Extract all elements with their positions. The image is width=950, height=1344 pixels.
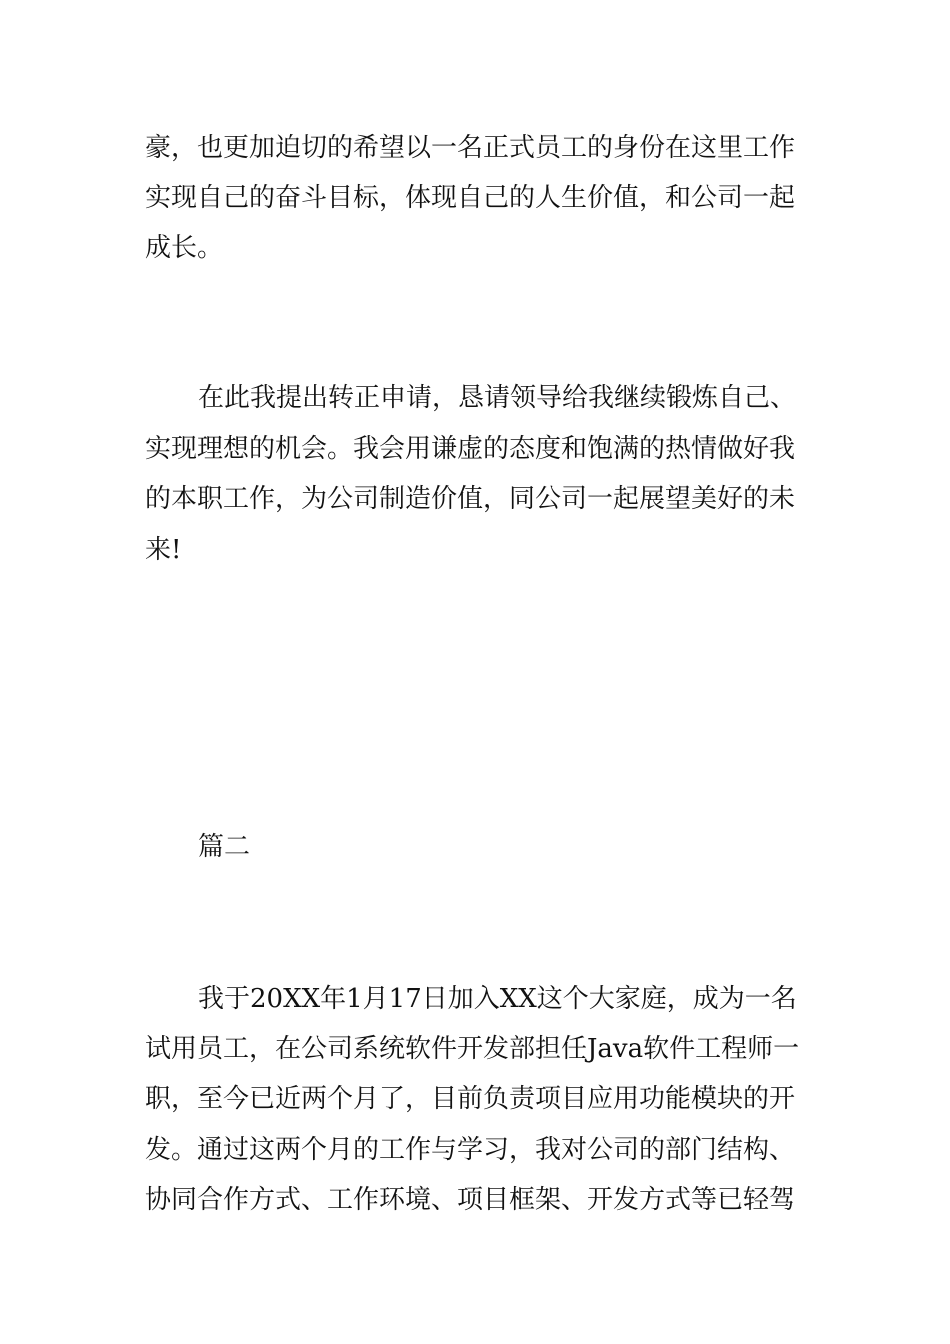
section-heading: 篇二 (198, 832, 251, 862)
paragraph-1-line-2: 实现自己的奋斗目标，体现自己的人生价值，和公司一起 (145, 183, 796, 213)
paragraph-3-line-4: 发。通过这两个月的工作与学习，我对公司的部门结构、 (145, 1135, 796, 1165)
paragraph-3-line-5: 协同合作方式、工作环境、项目框架、开发方式等已轻驾 (145, 1185, 796, 1215)
paragraph-2-line-2: 实现理想的机会。我会用谦虚的态度和饱满的热情做好我 (145, 434, 796, 464)
paragraph-2-line-3: 的本职工作，为公司制造价值，同公司一起展望美好的未 (145, 484, 796, 514)
paragraph-3-line-3: 职，至今已近两个月了，目前负责项目应用功能模块的开 (145, 1084, 796, 1114)
paragraph-1-line-3: 成长。 (145, 233, 224, 263)
paragraph-1-line-1: 豪，也更加迫切的希望以一名正式员工的身份在这里工作 (145, 133, 796, 163)
paragraph-2-line-1: 在此我提出转正申请，恳请领导给我继续锻炼自己、 (198, 383, 797, 413)
paragraph-3-line-1: 我于20XX年1月17日加入XX这个大家庭，成为一名 (198, 984, 797, 1014)
paragraph-3-line-2: 试用员工，在公司系统软件开发部担任Java软件工程师一 (145, 1034, 800, 1064)
paragraph-2-line-4: 来! (145, 535, 182, 565)
